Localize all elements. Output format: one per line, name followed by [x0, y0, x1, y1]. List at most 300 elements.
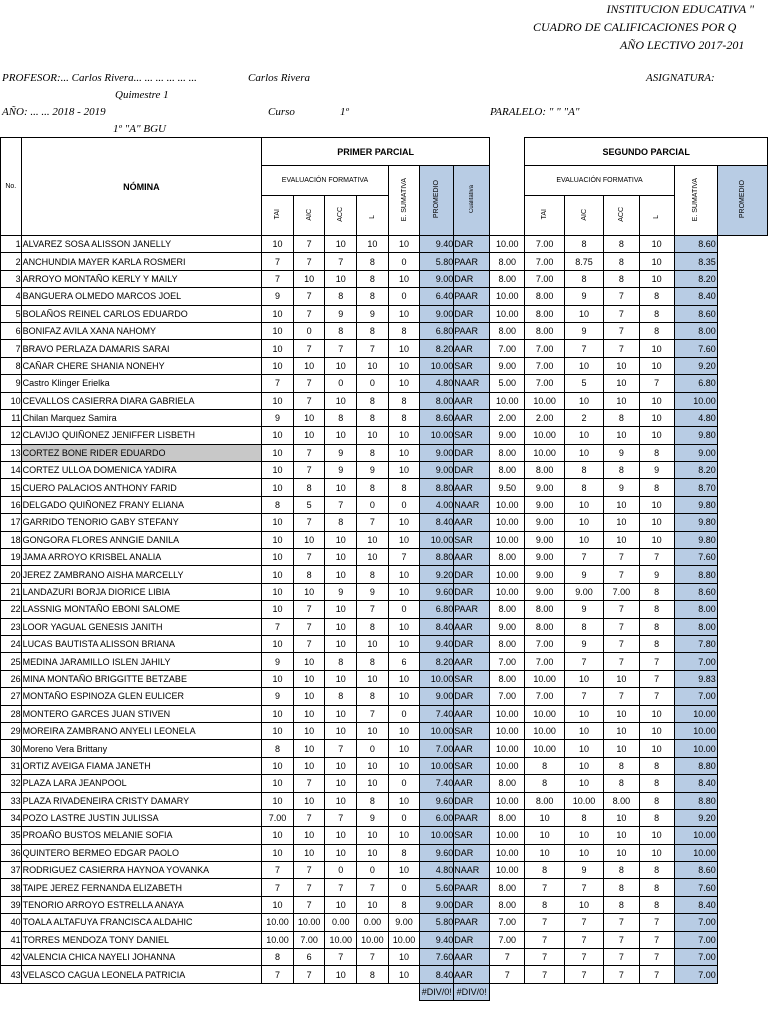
grade-cell-p1: 7 — [293, 288, 325, 305]
student-name: GONGORA FLORES ANNGIE DANILA — [21, 531, 262, 548]
student-number: 20 — [1, 566, 22, 583]
footer-spacer-no — [1, 983, 22, 1000]
grade-cell-p2: 7.00 — [490, 340, 525, 357]
average-p2: 10.00 — [674, 722, 717, 739]
table-row — [1, 688, 768, 705]
grade-cell-p1: 10 — [293, 844, 325, 861]
col-nomina-header: NÓMINA — [21, 138, 262, 236]
grade-cell-p1: 10 — [388, 462, 420, 479]
grade-cell-p2: 10 — [639, 827, 674, 844]
grade-cell-p1: 7 — [357, 601, 389, 618]
student-number: 22 — [1, 601, 22, 618]
qualitative-grade: PAAR — [454, 879, 490, 896]
student-number: 24 — [1, 635, 22, 652]
student-number: 40 — [1, 914, 22, 931]
student-number: 43 — [1, 966, 22, 983]
grade-cell-p1: 10.00 — [262, 931, 294, 948]
table-row — [1, 322, 768, 339]
average-p2: 7.00 — [674, 931, 717, 948]
grade-cell-p1: 9 — [325, 462, 357, 479]
average-p2: 7.00 — [674, 949, 717, 966]
table-row — [1, 705, 768, 722]
grade-cell-p1: 7 — [262, 270, 294, 287]
average-p2: 8.40 — [674, 288, 717, 305]
table-row — [1, 514, 768, 531]
grade-cell-p1: 8 — [357, 566, 389, 583]
grade-cell-p1: 10.00 — [357, 931, 389, 948]
grade-cell-p1: 10 — [262, 462, 294, 479]
grade-cell-p1: 7 — [325, 253, 357, 270]
grade-cell-p1: 10 — [293, 270, 325, 287]
grade-cell-p1: 8 — [325, 653, 357, 670]
grade-cell-p1: 9 — [325, 583, 357, 600]
grade-cell-p1: 9 — [262, 688, 294, 705]
student-name: JEREZ ZAMBRANO AISHA MARCELLY — [21, 566, 262, 583]
grade-cell-p1: 7 — [293, 444, 325, 461]
average-p1: 7.60 — [420, 949, 454, 966]
grade-cell-p2: 10.00 — [490, 740, 525, 757]
table-row — [1, 288, 768, 305]
average-p1: 9.60 — [420, 844, 454, 861]
average-p1: 9.00 — [420, 444, 454, 461]
grade-cell-p1: 10 — [293, 827, 325, 844]
grade-cell-p1: 10 — [262, 896, 294, 913]
grade-cell-p2: 5.00 — [490, 375, 525, 392]
student-name: BANGUERA OLMEDO MARCOS JOEL — [21, 288, 262, 305]
qualitative-grade: SAR — [454, 827, 490, 844]
grade-cell-p2: 10.00 — [490, 392, 525, 409]
grade-cell-p1: 9 — [357, 305, 389, 322]
grade-cell-p2: 10 — [639, 531, 674, 548]
grade-cell-p2: 10 — [639, 357, 674, 374]
grade-cell-p1: 10 — [325, 722, 357, 739]
grade-cell-p1: 10 — [388, 670, 420, 687]
grade-cell-p2: 10.00 — [525, 740, 564, 757]
grade-cell-p2: 8 — [639, 757, 674, 774]
grade-cell-p1: 7 — [325, 809, 357, 826]
grade-cell-p2: 7 — [604, 322, 639, 339]
table-row — [1, 601, 768, 618]
student-number: 8 — [1, 357, 22, 374]
average-p2: 10.00 — [674, 844, 717, 861]
grade-cell-p2: 10 — [639, 340, 674, 357]
table-row — [1, 914, 768, 931]
grade-cell-p2: 8 — [639, 775, 674, 792]
qualitative-grade: SAR — [454, 757, 490, 774]
grade-cell-p1: 8 — [388, 844, 420, 861]
average-p1: 8.80 — [420, 479, 454, 496]
grade-cell-p2: 8.00 — [525, 322, 564, 339]
grade-cell-p1: 7 — [293, 462, 325, 479]
grade-cell-p1: 10 — [262, 670, 294, 687]
grade-cell-p2: 7 — [604, 653, 639, 670]
table-row — [1, 618, 768, 635]
average-p2: 8.60 — [674, 236, 717, 253]
grade-cell-p2: 8.00 — [490, 253, 525, 270]
grade-cell-p2: 9.00 — [525, 514, 564, 531]
grade-cell-p2: 7 — [604, 566, 639, 583]
grade-cell-p2: 8.75 — [564, 253, 603, 270]
grade-cell-p2: 7 — [639, 914, 674, 931]
grade-cell-p1: 10 — [262, 427, 294, 444]
grade-cell-p1: 10 — [357, 531, 389, 548]
grade-cell-p2: 7 — [639, 653, 674, 670]
grade-cell-p1: 10 — [293, 583, 325, 600]
qualitative-grade: AAR — [454, 514, 490, 531]
student-number: 28 — [1, 705, 22, 722]
grade-cell-p2: 8 — [604, 775, 639, 792]
table-row — [1, 844, 768, 861]
grade-cell-p1: 8 — [262, 740, 294, 757]
student-name: BOLAÑOS REINEL CARLOS EDUARDO — [21, 305, 262, 322]
grade-cell-p2: 8.00 — [490, 462, 525, 479]
grade-cell-p2: 10 — [604, 670, 639, 687]
grade-cell-p1: 7 — [293, 862, 325, 879]
grade-cell-p2: 10.00 — [490, 827, 525, 844]
table-row — [1, 896, 768, 913]
grade-cell-p2: 2.00 — [525, 409, 564, 426]
grade-cell-p1: 10 — [262, 775, 294, 792]
grade-cell-p1: 8 — [325, 322, 357, 339]
grade-cell-p1: 6 — [388, 653, 420, 670]
average-p1: 10.00 — [420, 722, 454, 739]
qualitative-grade: NAAR — [454, 375, 490, 392]
grade-cell-p2: 10 — [604, 357, 639, 374]
grade-cell-p1: 10 — [262, 357, 294, 374]
grade-cell-p2: 7 — [490, 949, 525, 966]
grade-cell-p2: 7 — [564, 966, 603, 983]
qualitative-grade: NAAR — [454, 862, 490, 879]
grade-cell-p1: 10 — [325, 357, 357, 374]
average-p2: 8.80 — [674, 757, 717, 774]
student-number: 2 — [1, 253, 22, 270]
grade-cell-p2: 9 — [604, 479, 639, 496]
grade-cell-p1: 10 — [357, 427, 389, 444]
grade-cell-p2: 10 — [639, 496, 674, 513]
qualitative-grade: PAAR — [454, 601, 490, 618]
grade-cell-p2: 7 — [604, 305, 639, 322]
grade-cell-p1: 10 — [262, 827, 294, 844]
grade-cell-p2: 7 — [639, 931, 674, 948]
student-number: 29 — [1, 722, 22, 739]
average-p1: 9.00 — [420, 896, 454, 913]
student-number: 35 — [1, 827, 22, 844]
grade-cell-p1: 10 — [388, 966, 420, 983]
grade-cell-p1: 7 — [357, 949, 389, 966]
grade-cell-p2: 10 — [564, 427, 603, 444]
student-number: 19 — [1, 549, 22, 566]
grade-cell-p2: 10.00 — [490, 236, 525, 253]
grade-cell-p2: 7 — [564, 931, 603, 948]
average-p2: 7.00 — [674, 966, 717, 983]
grade-cell-p2: 8.00 — [525, 305, 564, 322]
student-name: LOOR YAGUAL GENESIS JANITH — [21, 618, 262, 635]
grade-cell-p2: 10 — [604, 496, 639, 513]
grade-cell-p1: 0 — [357, 740, 389, 757]
grade-cell-p2: 9.00 — [525, 583, 564, 600]
gap-column — [490, 138, 525, 236]
grade-cell-p1: 0 — [388, 496, 420, 513]
student-name: DELGADO QUIÑONEZ FRANY ELIANA — [21, 496, 262, 513]
grade-cell-p1: 10 — [388, 270, 420, 287]
grade-cell-p1: 9.00 — [388, 914, 420, 931]
average-p2: 8.00 — [674, 322, 717, 339]
average-p2: 7.60 — [674, 549, 717, 566]
grade-cell-p2: 8 — [639, 635, 674, 652]
average-p1: 8.60 — [420, 409, 454, 426]
table-row — [1, 549, 768, 566]
student-number: 38 — [1, 879, 22, 896]
average-p1: 9.40 — [420, 635, 454, 652]
grade-cell-p2: 8.00 — [490, 635, 525, 652]
grade-cell-p1: 0 — [325, 375, 357, 392]
student-name: MONTAÑO ESPINOZA GLEN EULICER — [21, 688, 262, 705]
grade-cell-p2: 7.00 — [525, 688, 564, 705]
grade-cell-p1: 7 — [325, 340, 357, 357]
student-name: MONTERO GARCES JUAN STIVEN — [21, 705, 262, 722]
acc-header-1: ACC — [325, 196, 357, 236]
student-name: QUINTERO BERMEO EDGAR PAOLO — [21, 844, 262, 861]
grade-cell-p1: 9 — [357, 809, 389, 826]
average-p2: 8.00 — [674, 618, 717, 635]
grade-cell-p1: 10 — [388, 566, 420, 583]
student-name: CAÑAR CHERE SHANIA NONEHY — [21, 357, 262, 374]
grade-cell-p1: 9 — [357, 583, 389, 600]
asignatura-label: ASIGNATURA: — [646, 72, 715, 84]
grade-cell-p1: 0 — [388, 809, 420, 826]
aic-header-2: AIC — [564, 196, 603, 236]
grade-cell-p1: 10 — [262, 236, 294, 253]
table-row — [1, 931, 768, 948]
grade-cell-p2: 10 — [564, 740, 603, 757]
grade-cell-p1: 10 — [388, 531, 420, 548]
footer-div-error-1: #DIV/0! — [420, 983, 454, 1000]
student-name: MINA MONTAÑO BRIGGITTE BETZABE — [21, 670, 262, 687]
grade-cell-p2: 10.00 — [490, 531, 525, 548]
grade-cell-p2: 9.00 — [564, 583, 603, 600]
qualitative-grade: PAAR — [454, 914, 490, 931]
grade-cell-p2: 7 — [604, 949, 639, 966]
grade-cell-p2: 10.00 — [525, 705, 564, 722]
acc-header-2: ACC — [604, 196, 639, 236]
grade-cell-p2: 9 — [564, 862, 603, 879]
grade-cell-p2: 7 — [639, 375, 674, 392]
grade-cell-p1: 7 — [293, 896, 325, 913]
grade-cell-p2: 7.00 — [525, 635, 564, 652]
footer-spacer-p1 — [262, 983, 420, 1000]
grade-cell-p1: 10 — [388, 635, 420, 652]
grade-cell-p2: 8.00 — [604, 792, 639, 809]
student-number: 6 — [1, 322, 22, 339]
grade-cell-p1: 7 — [293, 340, 325, 357]
average-p2: 9.80 — [674, 496, 717, 513]
average-p1: 8.80 — [420, 549, 454, 566]
grade-cell-p1: 10 — [262, 601, 294, 618]
grade-cell-p1: 8 — [357, 618, 389, 635]
student-number: 3 — [1, 270, 22, 287]
average-p2: 10.00 — [674, 705, 717, 722]
grade-cell-p1: 10.00 — [325, 931, 357, 948]
average-p1: 10.00 — [420, 670, 454, 687]
table-row — [1, 375, 768, 392]
average-p1: 9.40 — [420, 236, 454, 253]
grade-cell-p1: 7.00 — [262, 809, 294, 826]
grade-cell-p1: 10 — [262, 722, 294, 739]
eval-formativa-1: EVALUACIÓN FORMATIVA — [262, 166, 389, 196]
average-p1: 8.20 — [420, 653, 454, 670]
grade-cell-p2: 8 — [639, 322, 674, 339]
grade-cell-p1: 10 — [293, 740, 325, 757]
footer-spacer-p2 — [490, 983, 768, 1000]
grade-cell-p1: 9 — [262, 288, 294, 305]
grade-cell-p1: 8 — [293, 566, 325, 583]
grade-cell-p1: 0.00 — [325, 914, 357, 931]
grade-cell-p2: 10.00 — [490, 722, 525, 739]
grade-cell-p1: 9 — [325, 444, 357, 461]
grade-cell-p2: 8.00 — [525, 288, 564, 305]
grado-label: 1º "A" BGU — [113, 123, 166, 135]
table-row — [1, 479, 768, 496]
qualitative-grade: DAR — [454, 931, 490, 948]
average-p1: 4.80 — [420, 862, 454, 879]
grade-cell-p2: 8 — [564, 479, 603, 496]
grade-cell-p2: 7 — [525, 949, 564, 966]
qualitative-grade: AAR — [454, 409, 490, 426]
tai-header-1: TAI — [262, 196, 294, 236]
student-name: GARRIDO TENORIO GABY STEFANY — [21, 514, 262, 531]
student-name: CEVALLOS CASIERRA DIARA GABRIELA — [21, 392, 262, 409]
grade-cell-p2: 10 — [604, 705, 639, 722]
grade-cell-p2: 10 — [564, 514, 603, 531]
student-number: 7 — [1, 340, 22, 357]
grade-cell-p2: 10.00 — [490, 583, 525, 600]
grade-cell-p1: 7 — [293, 253, 325, 270]
grade-cell-p2: 7 — [639, 966, 674, 983]
average-p1: 10.00 — [420, 531, 454, 548]
grade-cell-p2: 9.00 — [490, 427, 525, 444]
grade-cell-p2: 10.00 — [525, 444, 564, 461]
grade-cell-p2: 7 — [639, 549, 674, 566]
grade-cell-p1: 8 — [357, 966, 389, 983]
table-row — [1, 444, 768, 461]
grade-cell-p2: 8 — [525, 896, 564, 913]
grade-cell-p1: 7 — [262, 618, 294, 635]
student-name: TOALA ALTAFUYA FRANCISCA ALDAHIC — [21, 914, 262, 931]
grade-cell-p1: 7 — [357, 879, 389, 896]
profesor-name: Carlos Rivera — [248, 72, 311, 84]
grade-cell-p1: 7 — [293, 618, 325, 635]
average-p1: 8.40 — [420, 514, 454, 531]
grade-cell-p2: 10.00 — [490, 844, 525, 861]
grade-cell-p2: 9 — [564, 566, 603, 583]
grade-cell-p1: 9 — [357, 462, 389, 479]
grade-cell-p1: 7 — [293, 879, 325, 896]
student-number: 33 — [1, 792, 22, 809]
grade-cell-p2: 8 — [639, 583, 674, 600]
grade-cell-p2: 7 — [604, 549, 639, 566]
student-name: VELASCO CAGUA LEONELA PATRICIA — [21, 966, 262, 983]
grade-cell-p2: 10 — [564, 757, 603, 774]
eval-formativa-2: EVALUACIÓN FORMATIVA — [525, 166, 674, 196]
average-p2: 8.80 — [674, 792, 717, 809]
grade-cell-p2: 10 — [639, 392, 674, 409]
grade-cell-p2: 7 — [564, 914, 603, 931]
grade-cell-p2: 9.00 — [490, 357, 525, 374]
average-p1: 4.80 — [420, 375, 454, 392]
grade-cell-p1: 10 — [262, 844, 294, 861]
grade-cell-p1: 10 — [357, 775, 389, 792]
student-number: 32 — [1, 775, 22, 792]
average-p1: 9.00 — [420, 462, 454, 479]
grade-cell-p2: 10 — [639, 253, 674, 270]
grade-cell-p2: 10.00 — [525, 427, 564, 444]
grade-cell-p2: 8.00 — [490, 444, 525, 461]
grade-cell-p2: 10.00 — [490, 566, 525, 583]
anio-label: AÑO: ... ... 2018 - 2019 — [2, 106, 106, 118]
paralelo-label: PARALELO: " " "A" — [490, 106, 580, 118]
student-number: 36 — [1, 844, 22, 861]
average-p2: 9.83 — [674, 670, 717, 687]
grade-cell-p2: 8.00 — [490, 775, 525, 792]
grade-cell-p1: 10 — [357, 635, 389, 652]
qualitative-grade: SAR — [454, 722, 490, 739]
grade-cell-p1: 10 — [293, 757, 325, 774]
grade-cell-p1: 7 — [262, 375, 294, 392]
student-name: VALENCIA CHICA NAYELI JOHANNA — [21, 949, 262, 966]
student-name: Moreno Vera Brittany — [21, 740, 262, 757]
grade-cell-p1: 8 — [388, 409, 420, 426]
grade-cell-p1: 8 — [325, 688, 357, 705]
grade-cell-p2: 10 — [564, 670, 603, 687]
grades-table — [0, 137, 768, 1001]
grade-cell-p1: 10 — [293, 427, 325, 444]
grade-cell-p2: 10 — [604, 827, 639, 844]
grade-cell-p1: 0 — [357, 496, 389, 513]
grade-cell-p2: 10.00 — [490, 514, 525, 531]
grade-cell-p1: 7 — [357, 705, 389, 722]
grade-cell-p1: 10 — [325, 566, 357, 583]
qualitative-grade: AAR — [454, 775, 490, 792]
grade-cell-p2: 7 — [604, 914, 639, 931]
grade-cell-p2: 7 — [564, 688, 603, 705]
grade-cell-p2: 10 — [639, 514, 674, 531]
grade-cell-p2: 10 — [564, 844, 603, 861]
grade-cell-p2: 8.00 — [490, 322, 525, 339]
qualitative-grade: DAR — [454, 462, 490, 479]
grade-cell-p2: 8 — [525, 757, 564, 774]
grade-cell-p1: 10 — [293, 722, 325, 739]
qualitative-grade: PAAR — [454, 288, 490, 305]
grade-cell-p2: 10 — [604, 514, 639, 531]
student-name: PLAZA RIVADENEIRA CRISTY DAMARY — [21, 792, 262, 809]
grade-cell-p2: 10 — [564, 896, 603, 913]
grade-cell-p1: 7 — [293, 236, 325, 253]
table-row — [1, 949, 768, 966]
grade-cell-p1: 8 — [262, 949, 294, 966]
grade-cell-p1: 7 — [293, 305, 325, 322]
qualitative-grade: AAR — [454, 549, 490, 566]
grade-cell-p2: 9 — [564, 288, 603, 305]
grade-cell-p2: 10.00 — [490, 757, 525, 774]
table-row — [1, 740, 768, 757]
footer-spacer-name — [21, 983, 262, 1000]
average-p1: 9.60 — [420, 583, 454, 600]
qualitative-grade: PAAR — [454, 322, 490, 339]
grade-cell-p1: 10 — [388, 722, 420, 739]
grade-cell-p1: 10 — [325, 775, 357, 792]
grade-cell-p2: 7 — [604, 601, 639, 618]
grade-cell-p2: 7.00 — [525, 653, 564, 670]
